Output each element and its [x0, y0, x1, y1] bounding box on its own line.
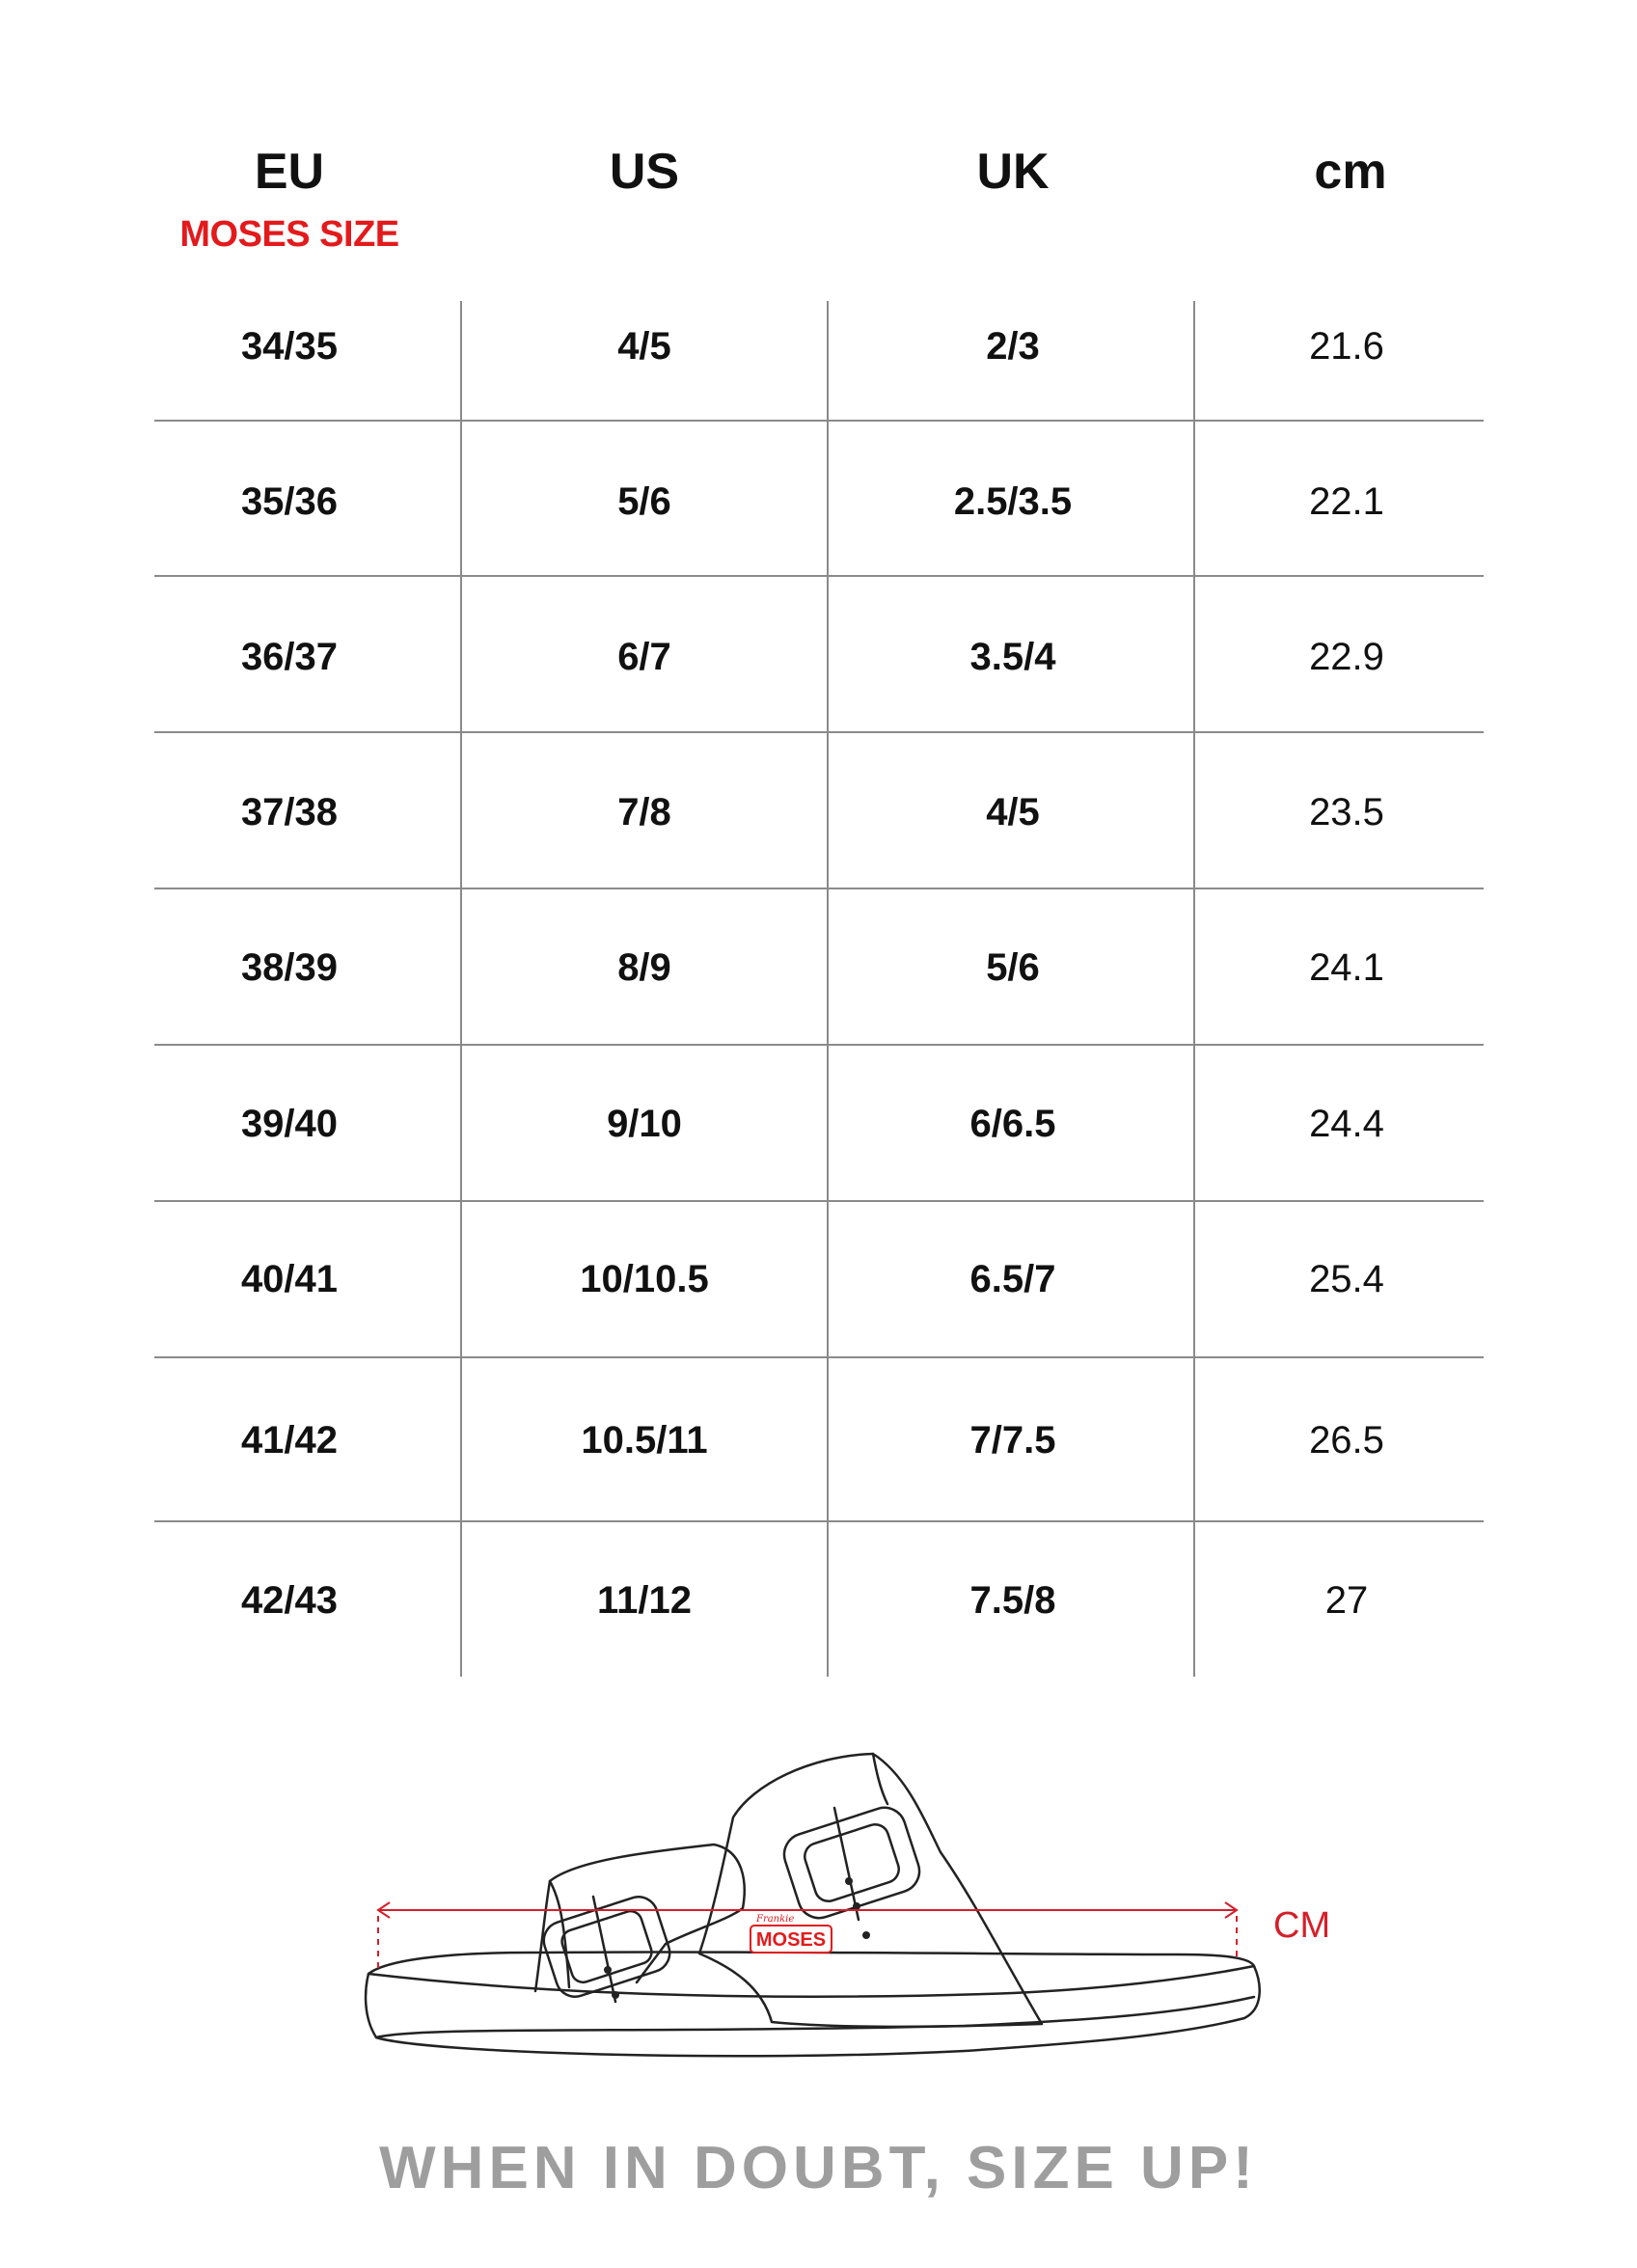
cell-cm: 22.1: [1309, 480, 1384, 523]
rear-buckle: [778, 1802, 924, 1924]
header-eu: EU: [254, 144, 325, 200]
cell-uk: 2/3: [986, 325, 1040, 368]
cell-cm: 21.6: [1309, 325, 1384, 368]
rear-strap: [699, 1754, 1042, 2027]
sandal-illustration: [347, 1736, 1312, 2122]
cell-eu: 38/39: [240, 946, 339, 989]
logo-script-text: Frankie: [756, 1914, 795, 1925]
cell-us: 10.5/11: [581, 1419, 708, 1462]
moses-size-subtitle: MOSES SIZE: [179, 214, 399, 255]
cell-eu: 39/40: [240, 1103, 339, 1145]
cell-uk: 5/6: [986, 946, 1040, 989]
logo-text: MOSES: [755, 1929, 827, 1951]
cell-eu: 37/38: [240, 791, 339, 833]
header-us: US: [609, 144, 680, 200]
cell-eu: 35/36: [240, 480, 339, 523]
cell-eu: 40/41: [240, 1258, 339, 1300]
cell-cm: 24.4: [1309, 1103, 1384, 1145]
cell-uk: 6.5/7: [969, 1258, 1056, 1300]
cell-eu: 42/43: [240, 1579, 339, 1622]
cell-cm: 26.5: [1309, 1419, 1384, 1462]
cell-eu: 36/37: [240, 636, 339, 678]
cell-cm: 25.4: [1309, 1258, 1384, 1300]
measure-label: CM: [1273, 1905, 1331, 1946]
cell-us: 4/5: [617, 325, 671, 368]
cell-eu: 34/35: [240, 325, 339, 368]
cell-cm: 24.1: [1309, 946, 1384, 989]
cell-cm: 23.5: [1309, 791, 1384, 833]
cell-uk: 6/6.5: [969, 1103, 1056, 1145]
cell-us: 8/9: [617, 946, 671, 989]
cell-cm: 22.9: [1309, 636, 1384, 678]
cell-uk: 2.5/3.5: [953, 480, 1073, 523]
header-cm: cm: [1314, 144, 1387, 200]
slogan: WHEN IN DOUBT, SIZE UP!: [379, 2135, 1258, 2201]
cell-us: 6/7: [617, 636, 671, 678]
cell-uk: 7/7.5: [969, 1419, 1056, 1462]
header-uk: UK: [976, 144, 1050, 200]
cell-uk: 4/5: [986, 791, 1040, 833]
cell-us: 9/10: [607, 1103, 682, 1145]
sandal-sole: [366, 1966, 1260, 2056]
cell-us: 11/12: [597, 1579, 692, 1622]
cell-us: 7/8: [617, 791, 671, 833]
moses-logo: [750, 1914, 832, 1953]
cell-us: 10/10.5: [580, 1258, 709, 1300]
cell-uk: 7.5/8: [969, 1579, 1056, 1622]
cell-cm: 27: [1324, 1579, 1369, 1622]
cell-eu: 41/42: [240, 1419, 339, 1462]
cell-us: 5/6: [617, 480, 671, 523]
cell-uk: 3.5/4: [969, 636, 1056, 678]
